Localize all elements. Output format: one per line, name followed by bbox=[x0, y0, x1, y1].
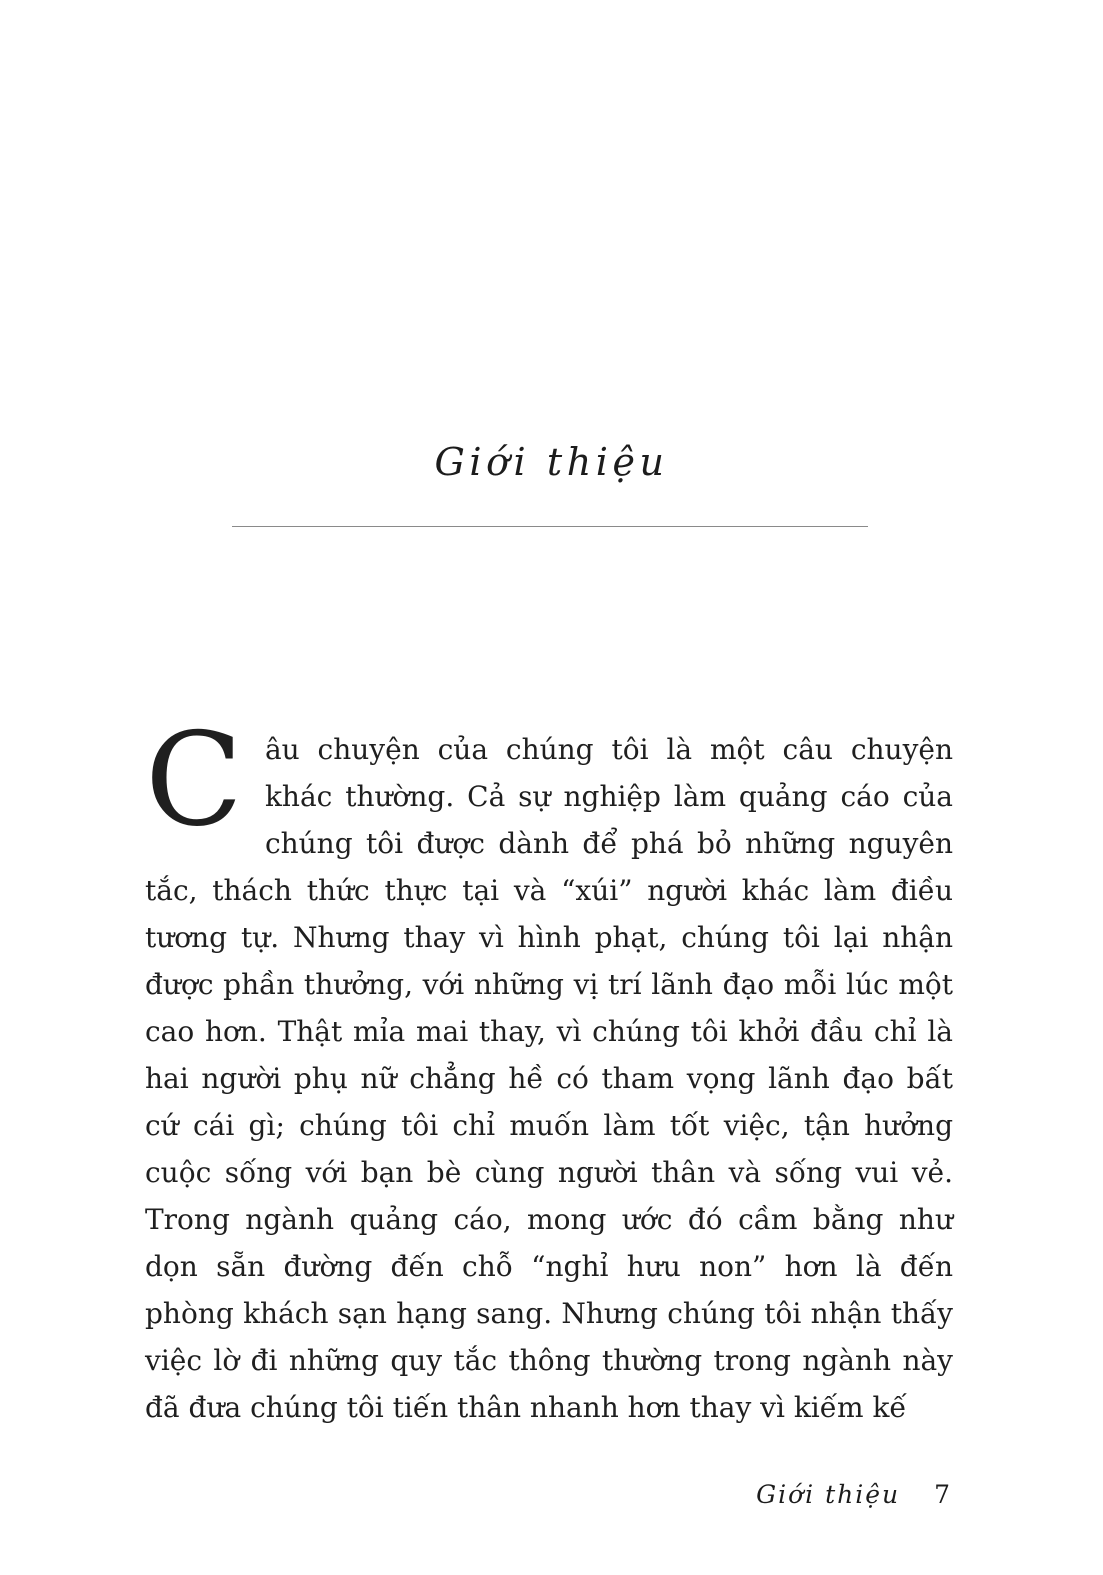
chapter-title: Giới thiệu bbox=[434, 440, 669, 484]
footer-chapter-label: Giới thiệu bbox=[756, 1480, 901, 1509]
drop-cap: C bbox=[145, 706, 243, 855]
page-footer bbox=[756, 1480, 950, 1509]
page-number: 7 bbox=[934, 1480, 950, 1509]
title-divider bbox=[232, 526, 868, 527]
paragraph-text: âu chuyện của chúng tôi là một câu chuyện khác thường. Cả sự nghiệp làm quảng cáo của chúng tôi được dành để phá bỏ những nguyên tắc, thách thức thực tại và “xúi” người khác làm điều tương tự. Nhưng thay vì hình phạt, chúng tôi lại nhận được phần thưởng, với những vị trí lãnh đạo mỗi lúc một cao hơn. Thật mỉa mai thay, vì chúng tôi khởi đầu chỉ là hai người phụ nữ chẳng hề có tham vọng lãnh đạo bất cứ cái gì; chúng tôi chỉ muốn làm tốt việc, tận hưởng cuộc sống với bạn bè cùng người thân và sống vui vẻ. Trong ngành quảng cáo, mong ước đó cầm bằng như dọn sẵn đường đến chỗ “nghỉ hưu non” hơn là đến phòng khách sạn hạng sang. Nhưng chúng tôi nhận thấy việc lờ đi những quy tắc thông thường trong ngành này đã đưa chúng tôi tiến thân nhanh hơn thay vì kiếm kế bbox=[145, 733, 953, 1424]
body-paragraph bbox=[145, 706, 953, 1431]
